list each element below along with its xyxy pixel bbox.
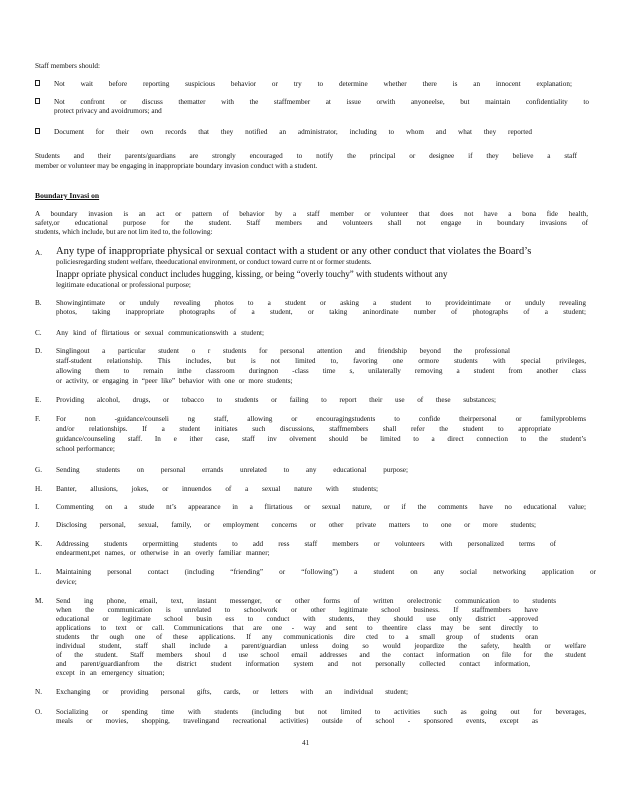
item-l-line-2: device; <box>56 578 77 586</box>
item-m-line-9: except in an emergency situation; <box>56 669 165 677</box>
item-j-line-1: Disclosing personal, sexual, family, or employment concerns or other private matters to one or more students; <box>56 521 536 529</box>
item-c-line-1: Any kind of flirtatious or sexual communicationswith a student; <box>56 329 265 337</box>
item-letter: E. <box>35 396 42 404</box>
students-para-line-1: Students and their parents/guardians are strongly encouraged to notify the principal or designee if they believe a staff <box>35 152 577 160</box>
bullet-3-line-1: Document for their own records that they notified an administrator, including to whom and what they reported <box>54 128 532 136</box>
item-d-line-2: staff-student relationship. This includes, but is not limited to, favoring one ormore students with special privileges, <box>56 357 586 365</box>
item-a-line-1: Any type of inappropriate physical or sexual contact with a student or any other conduct that violates the Board’s <box>56 246 532 257</box>
item-m-line-5: students thr ough one of these applications. If any communicationis dire cted to a small group of students oran <box>56 633 538 641</box>
item-letter: L. <box>35 568 42 576</box>
item-m-line-7: of the student. Staff members shoul d use school email addresses and the contact information on file for the student <box>56 651 586 659</box>
item-m-line-2: when the communication is unrelated to schoolwork or other legitimate school business. If staffmembers have <box>56 606 538 614</box>
item-letter: A. <box>35 249 42 257</box>
item-n-line-1: Exchanging or providing personal gifts, cards, or letters with an individual student; <box>56 688 408 696</box>
intro-text: Staff members should: <box>35 62 100 70</box>
item-b-line-2: photos, taking inappropriate photographs of a student, or taking aninordinate number of photographs of a student; <box>56 308 586 316</box>
item-e-line-1: Providing alcohol, drugs, or tobacco to students or failing to report their use of these substances; <box>56 396 496 404</box>
item-o-line-1: Socializing or spending time with students (including but not limited to activities such as going out for beverages, <box>56 708 586 716</box>
item-h-line-1: Banter, allusions, jokes, or innuendos of a sexual nature with students; <box>56 485 378 493</box>
item-g-line-1: Sending students on personal errands unrelated to any educational purpose; <box>56 466 408 474</box>
def-para-line-3: students, which include, but are not lim ited to, the following: <box>35 228 213 236</box>
item-d-line-3: allowing them to remain inthe classroom duringnon -class time s, unilaterally removing a student from another class <box>56 367 586 375</box>
item-letter: C. <box>35 329 42 337</box>
bullet-2-line-2: protect privacy and avoidrumors; and <box>54 107 162 115</box>
item-letter: N. <box>35 688 42 696</box>
bullet-2-line-1: Not confront or discuss thematter with the staffmember at issue orwith anyoneelse, but maintain confidentiality to <box>54 98 589 106</box>
bullet-marker <box>35 128 40 137</box>
item-l-line-1: Maintaining personal contact (including “friending” or “following”) a student on any social networking application or <box>56 568 596 576</box>
item-f-line-1: For non -guidance/counseli ng staff, allowing or encouragingstudents to confide theirpersonal or familyproblems <box>56 415 586 423</box>
item-a-line-4: legitimate educational or professional purpose; <box>56 281 191 289</box>
item-a-line-2: policiesregarding student welfare, theeducational environment, or conduct toward curre nt or former students. <box>56 258 372 266</box>
item-f-line-4: school performance; <box>56 445 115 453</box>
def-para-line-2: safety,or educational purpose for the student. Staff members and volunteers shall not engage in boundary invasions of <box>35 219 588 227</box>
bullet-marker <box>35 80 40 89</box>
item-m-line-8: and parent/guardianfrom the district student information system and not personally collected contact information, <box>56 660 530 668</box>
item-d-line-4: or activity, or engaging in “peer like” behavior with one or more students; <box>56 377 293 385</box>
item-f-line-2: and/or relationships. If a student initiates such discussions, staffmembers shall refer the student to appropriate <box>56 425 551 433</box>
item-letter: B. <box>35 299 42 307</box>
students-para-line-2: member or volunteer may be engaging in inappropriate boundary invasion conduct with a student. <box>35 162 318 170</box>
item-b-line-1: Showingintimate or unduly revealing photos to a student or asking a student to provideintimate or unduly revealing <box>56 299 586 307</box>
section-title: Boundary Invasi on <box>35 191 100 200</box>
item-k-line-1: Addressing students orpermitting students to add ress staff members or volunteers with personalized terms of <box>56 540 556 548</box>
item-a-line-3: Inappr opriate physical conduct includes hugging, kissing, or being “overly touchy” with students without any <box>56 269 448 279</box>
item-letter: D. <box>35 347 42 355</box>
item-letter: F. <box>35 415 41 423</box>
item-letter: K. <box>35 540 42 548</box>
item-k-line-2: endearment,pet names, or otherwise in an overly familiar manner; <box>56 549 270 557</box>
item-letter: G. <box>35 466 42 474</box>
page-number: 41 <box>302 739 310 747</box>
item-m-line-3: educational or legitimate school busin ess to conduct with students, they should use only district -approved <box>56 615 538 623</box>
item-letter: M. <box>35 597 44 605</box>
item-letter: H. <box>35 485 42 493</box>
bullet-1-line-1: Not wait before reporting suspicious behavior or try to determine whether there is an innocent explanation; <box>54 80 572 88</box>
item-i-line-1: Commenting on a stude nt’s appearance in a flirtatious or sexual nature, or if the comments have no educational value; <box>56 503 586 511</box>
item-letter: O. <box>35 708 42 716</box>
item-letter: I. <box>35 503 40 511</box>
item-m-line-6: individual student, staff shall include a parent/guardian unless doing so would jeopardize the safety, health or welfare <box>56 642 586 650</box>
item-f-line-3: guidance/counseling staff. In e ither case, staff inv olvement should be limited to a direct connection to the student’s <box>56 435 586 443</box>
item-d-line-1: Singlingout a particular student o r students for personal attention and friendship beyond the professional <box>56 347 510 355</box>
item-letter: J. <box>35 521 40 529</box>
item-m-line-1: Send ing phone, email, text, instant messenger, or other forms of written orelectronic communication to students <box>56 597 556 605</box>
item-m-line-4: applications to text or call. Communications that are one - way and sent to theentire class may be sent directly to <box>56 624 538 632</box>
def-para-line-1: A boundary invasion is an act or pattern of behavior by a staff member or volunteer that does not have a bona fide health, <box>35 210 588 218</box>
bullet-marker <box>35 98 40 107</box>
item-o-line-2: meals or movies, shopping, travelingand recreational activities) outside of school - sponsored events, except as <box>56 717 538 725</box>
